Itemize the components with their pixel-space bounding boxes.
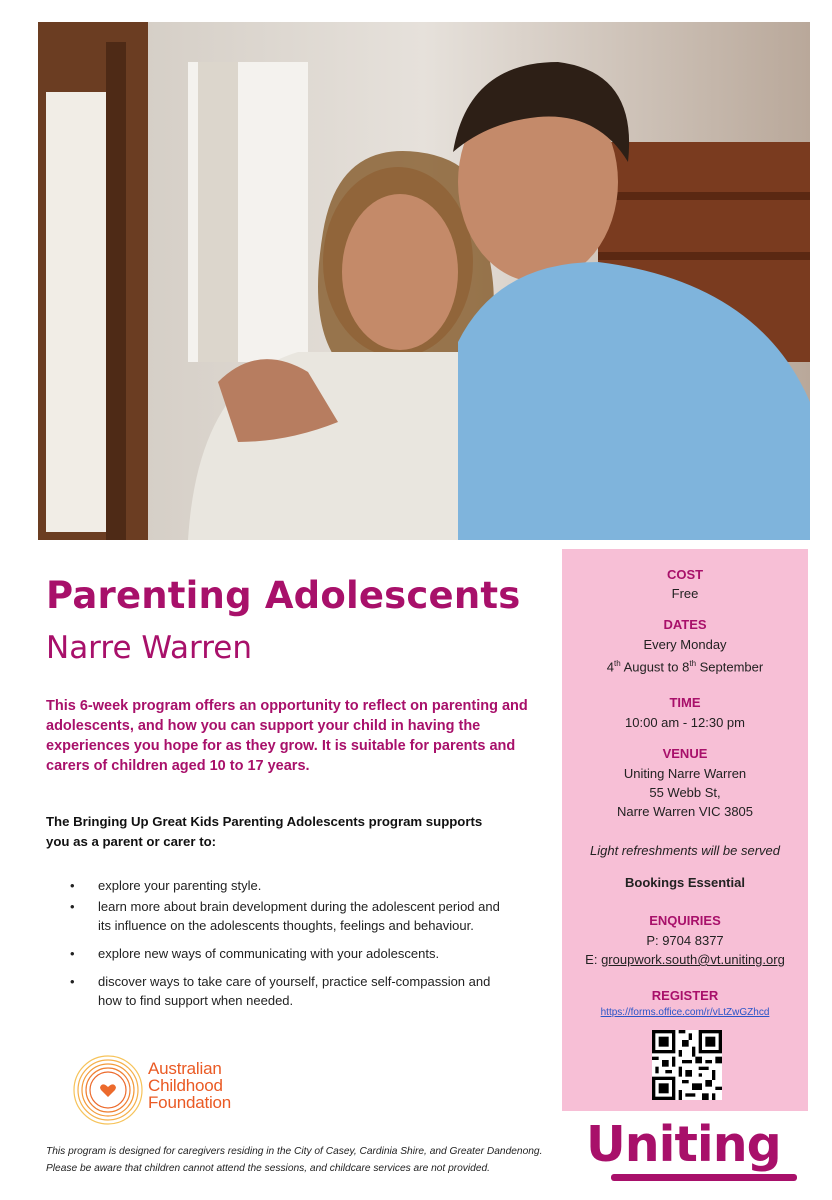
qr-code — [652, 1030, 722, 1100]
list-item: • discover ways to take care of yourself, practice self-compassion and how to find support when needed. — [46, 972, 516, 1010]
refreshments-note: Light refreshments will be served — [589, 843, 781, 858]
list-item: • explore new ways of communicating with your adolescents. — [46, 944, 516, 963]
list-item: • explore your parenting style. — [46, 876, 516, 895]
list-item: • learn more about brain development during the adolescent period and its influence on the adolescents thoughts, feelings and behaviour. — [46, 897, 516, 935]
uniting-logo: Uniting — [586, 1116, 781, 1173]
enquiries-email-line: E: groupwork.south@vt.uniting.org — [585, 952, 785, 967]
email-link[interactable]: groupwork.south@vt.uniting.org — [601, 952, 785, 967]
acf-logo-icon — [72, 1054, 144, 1131]
venue-line-2: 55 Webb St, — [649, 785, 721, 800]
venue-heading: VENUE — [662, 746, 708, 761]
enquiries-phone: P: 9704 8377 — [646, 933, 724, 948]
acf-logo-text: Australian Childhood Foundation — [148, 1059, 232, 1112]
program-lead: The Bringing Up Great Kids Parenting Adolescents program supports you as a parent or carer to: — [46, 814, 483, 849]
venue-line-1: Uniting Narre Warren — [623, 766, 747, 781]
register-heading: REGISTER — [651, 988, 719, 1003]
program-benefits-list — [46, 876, 516, 1019]
dates-range: 4th August to 8th September — [606, 659, 764, 675]
cost-value: Free — [671, 586, 699, 601]
venue-line-3: Narre Warren VIC 3805 — [616, 804, 754, 819]
program-intro: This 6-week program offers an opportunity to reflect on parenting and adolescents, and how you can support your child in having the experiences you hope for as they grow. It is suitable for parents and carers of children aged 10 to 17 years. — [46, 698, 528, 774]
hero-photo — [38, 22, 810, 540]
cost-heading: COST — [666, 567, 704, 582]
dates-day: Every Monday — [643, 637, 727, 652]
dates-heading: DATES — [663, 617, 707, 632]
program-title: Parenting Adolescents — [46, 574, 521, 617]
eligibility-disclaimer: This program is designed for caregivers residing in the City of Casey, Cardinia Shire, and Greater Dandenong. Please be aware that children cannot attend the sessions, and childcare services are not provided. — [46, 1146, 543, 1174]
time-heading: TIME — [669, 695, 701, 710]
enquiries-heading: ENQUIRIES — [649, 913, 721, 928]
register-link[interactable]: https://forms.office.com/r/vLtZwGZhcd — [600, 1007, 770, 1018]
time-value: 10:00 am - 12:30 pm — [625, 715, 745, 730]
uniting-logo-underline — [611, 1174, 797, 1181]
program-location: Narre Warren — [46, 630, 253, 666]
details-sidebar — [562, 549, 808, 1111]
bookings-note: Bookings Essential — [625, 875, 745, 890]
